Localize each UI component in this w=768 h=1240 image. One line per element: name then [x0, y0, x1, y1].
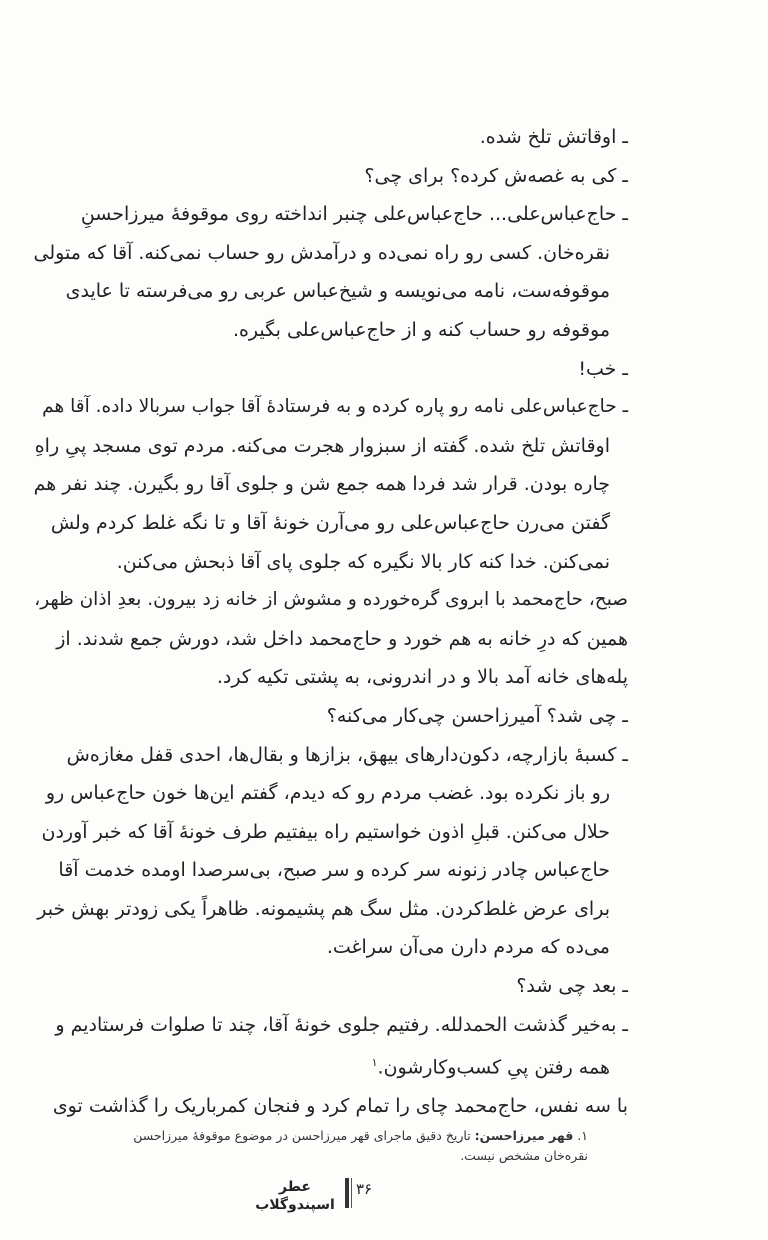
dialog-continuation-line: [28, 427, 628, 466]
footnote-text: تاریخ دقیق ماجرای قهر میرزاحسن در موضوع موقوفهٔ میرزاحسن نقره‌خان مشخص نیست.: [133, 1128, 588, 1163]
line-text: برای عرض غلط‌کردن. مثل سگ هم پشیمونه. ظاهراً یکی زودتر بهش خبر: [37, 897, 610, 920]
dialog-continuation-line: [28, 272, 628, 311]
line-text: همه رفتن پیِ کسب‌وکارشون.: [377, 1056, 610, 1079]
line-text: ـ کسبهٔ بازارچه، دکون‌دارهای بیهق، بزازها و بقال‌ها، احدی قفل مغازه‌ش: [66, 743, 628, 766]
line-text: رو باز نکرده بود. غضب مردم رو که دیدم، گفتم این‌ها خون حاج‌عباس رو: [45, 782, 610, 805]
dialog-line: [28, 1006, 628, 1045]
dialog-continuation-line: [28, 543, 628, 582]
line-text: نمی‌کنن. خدا کنه کار بالا نگیره که جلوی پای آقا ذبحش می‌کنن.: [116, 550, 610, 573]
footnote: [96, 1126, 588, 1166]
line-text: ـ خب!: [578, 357, 628, 380]
dialog-continuation-line: [28, 234, 628, 273]
line-text: چاره بودن. قرار شد فردا همه جمع شن و جلوی آقا رو بگیرن. چند نفر هم: [33, 473, 610, 496]
book-title-line2: اسپندوگلاب: [255, 1197, 335, 1213]
page-number: ۳۶: [356, 1180, 373, 1198]
line-text: ـ کی به غصه‌ش کرده؟ برای چی؟: [364, 164, 628, 187]
folio-divider-thin: [351, 1178, 352, 1208]
dialog-continuation-line: [28, 851, 628, 890]
dialog-line: [28, 736, 628, 775]
footnote-reference: ۱: [371, 1056, 378, 1070]
dialog-continuation-line: [28, 813, 628, 852]
dialog-line: [28, 195, 628, 234]
dialog-continuation-line: [28, 1044, 628, 1087]
dialog-continuation-line: [28, 774, 628, 813]
line-text: همین که درِ خانه به هم خورد و حاج‌محمد داخل شد، دورش جمع شدند. از: [56, 627, 628, 650]
line-text: می‌ده که مردم دارن می‌آن سراغت.: [326, 936, 610, 959]
line-text: موقوفه رو حساب کنه و از حاج‌عباس‌علی بگیره.: [232, 318, 610, 341]
line-text: ـ حاج‌عباس‌علی... حاج‌عباس‌علی چنبر انداخته روی موقوفهٔ میرزاحسنِ: [80, 203, 628, 226]
line-text: ـ بعد چی شد؟: [516, 975, 628, 998]
line-text: حلال می‌کنن. قبلِ اذون خواستیم راه بیفتیم طرف خونهٔ آقا که خبر آوردن: [41, 820, 610, 843]
line-text: ـ به‌خیر گذشت الحمدلله. رفتیم جلوی خونهٔ آقا، چند تا صلوات فرستادیم و: [55, 1013, 628, 1036]
line-text: موقوفه‌ست، نامه می‌نویسه و شیخ‌عباس عربی رو می‌فرسته تا عایدی: [65, 280, 610, 303]
narration-line: [28, 620, 628, 659]
footnote-number: ۱.: [577, 1128, 588, 1143]
line-text: با سه نفس، حاج‌محمد چای را تمام کرد و فنجان کمرباریک را گذاشت توی: [52, 1095, 628, 1118]
book-title: [250, 1178, 340, 1214]
dialog-line: [28, 118, 628, 157]
line-text: اوقاتش تلخ شده. گفته از سبزوار هجرت می‌کنه. مردم توی مسجد پیِ راهِ: [34, 434, 610, 457]
line-text: گفتن می‌رن حاج‌عباس‌علی رو می‌آرن خونهٔ آقا و تا نگه غلط کردم ولش: [50, 511, 610, 534]
line-text: حاج‌عباس چادر زنونه سر کرده و سر صبح، بی‌سرصدا اومده خدمت آقا: [58, 859, 610, 882]
dialog-line: [28, 157, 628, 196]
narration-line: [28, 1087, 628, 1126]
dialog-continuation-line: [28, 890, 628, 929]
body-text: [28, 118, 628, 1126]
line-text: ـ حاج‌عباس‌علی نامه رو پاره کرده و به فرستادهٔ آقا جواب سربالا داده. آقا هم: [42, 396, 628, 418]
footnote-term: قهر میرزاحسن:: [474, 1128, 574, 1143]
page-folio: [250, 1178, 400, 1234]
line-text: پله‌های خانه آمد بالا و در اندرونی، به پشتی تکیه کرد.: [216, 666, 628, 689]
line-text: نقره‌خان. کسی رو راه نمی‌ده و درآمدش رو حساب نمی‌کنه. آقا که متولی: [33, 241, 610, 264]
dialog-line: [28, 967, 628, 1006]
dialog-continuation-line: [28, 504, 628, 543]
dialog-line: [28, 697, 628, 736]
line-text: ـ چی شد؟ آمیرزاحسن چی‌کار می‌کنه؟: [326, 704, 628, 727]
line-text: صبح، حاج‌محمد با ابروی گره‌خورده و مشوش از خانه زد بیرون. بعدِ اذان ظهر،: [34, 589, 628, 611]
narration-line: [28, 658, 628, 697]
book-title-line1: عطر: [279, 1179, 311, 1195]
narration-line: [28, 581, 628, 620]
dialog-continuation-line: [28, 928, 628, 967]
folio-divider: [345, 1178, 349, 1208]
line-text: ـ اوقاتش تلخ شده.: [479, 126, 628, 148]
dialog-continuation-line: [28, 465, 628, 504]
dialog-continuation-line: [28, 311, 628, 350]
dialog-line: [28, 350, 628, 389]
dialog-line: [28, 388, 628, 427]
